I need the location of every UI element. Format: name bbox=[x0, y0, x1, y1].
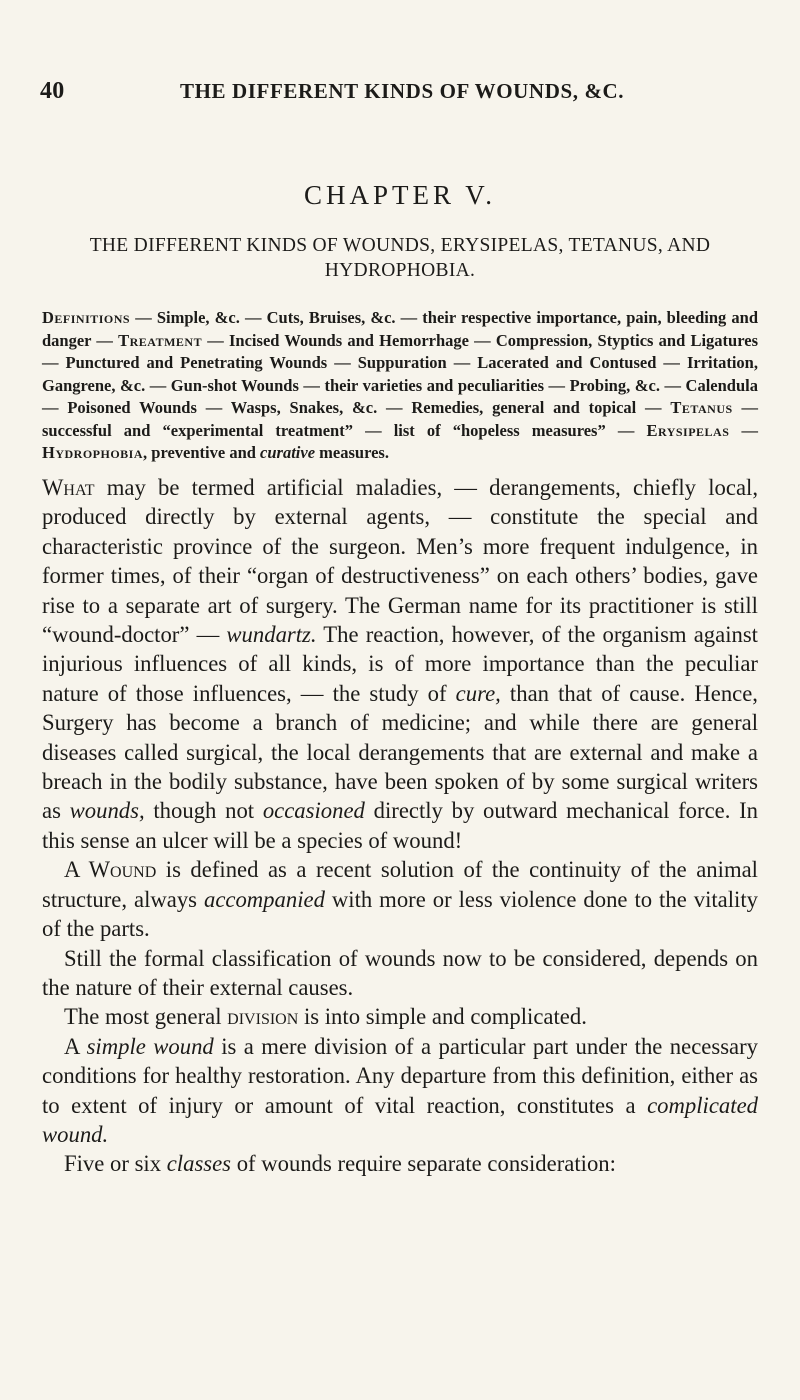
synopsis-text: — successful and “experimental treatment” — list of “hopeless measures” — bbox=[42, 398, 759, 440]
paragraph-text: directly by outward mechanical force. In this sense an ulcer will be a species of wound! bbox=[42, 798, 758, 853]
synopsis-hydrophobia: Hydrophobia bbox=[42, 443, 144, 462]
paragraph-5 bbox=[42, 1032, 758, 1150]
synopsis-tetanus: Tetanus bbox=[670, 398, 733, 417]
paragraph-text: A bbox=[64, 1033, 87, 1059]
italic-term: complicated wound. bbox=[42, 1092, 758, 1147]
italic-term: cure, bbox=[455, 680, 501, 706]
body-text bbox=[42, 473, 758, 1179]
synopsis-definitions: Definitions bbox=[42, 308, 131, 327]
paragraph-text: Five or six bbox=[64, 1151, 167, 1177]
paragraph-text: than that of cause. Hence, Surgery has become a branch of medicine; and while there are general diseases called surgical, the local derangements that are external and make a breach in the bodily substance, have been spoken of by some surgical writers as bbox=[42, 680, 758, 824]
chapter-title: CHAPTER V. bbox=[303, 180, 497, 210]
paragraph-text: may be termed artificial maladies, — derangements, chiefly local, produced directly by external agents, — constitute the special and characteristic province of the surgeon. Men’s more frequent indulgence, in former times, of their “organ of destructiveness” on each others’ bodies, gave rise to a separate art of surgery. The German name for its practitioner is still “wound-doctor” — bbox=[42, 475, 758, 648]
paragraph-text: of wounds require separate consideration: bbox=[231, 1151, 616, 1177]
italic-term: occasioned bbox=[262, 798, 365, 824]
synopsis-text: , preventive and bbox=[143, 443, 261, 462]
italic-term: wounds, bbox=[69, 798, 145, 824]
paragraph-text: The most general bbox=[64, 1004, 228, 1030]
running-title: THE DIFFERENT KINDS OF WOUNDS, &C. bbox=[180, 79, 625, 103]
running-head bbox=[40, 78, 760, 105]
synopsis-text: — Incised Wounds and Hemorrhage — Compression, Styptics and Ligatures — Punctured and Penetrating Wounds — Suppuration — Lacerated and Contused — Irritation, Gangrene, &c. — Gun-shot Wounds — their varieties and peculiarities — Probing, &c. — Calendula — Poisoned Wounds — Wasps, Snakes, &c. — Remedies, general and topical — bbox=[42, 330, 758, 417]
synopsis-erysipelas: Erysipelas bbox=[646, 420, 730, 440]
chapter-synopsis bbox=[42, 307, 758, 465]
paragraph-2 bbox=[42, 855, 758, 943]
page-number: 40 bbox=[40, 78, 65, 104]
chapter-subtitle: THE DIFFERENT KINDS OF WOUNDS, ERYSIPELAS, TETANUS, AND HYDROPHOBIA. bbox=[89, 235, 711, 281]
small-caps-term: Wound bbox=[88, 857, 157, 883]
paragraph-text: is into simple and complicated. bbox=[298, 1004, 587, 1030]
paragraph-text: is defined as a recent solution of the continuity of the animal structure, always bbox=[42, 857, 758, 912]
paragraph-1 bbox=[42, 473, 758, 855]
italic-term: accompanied bbox=[203, 886, 325, 912]
paragraph-text: though not bbox=[144, 798, 263, 824]
synopsis-italic: curative bbox=[260, 443, 316, 462]
paragraph-text: with more or less violence done to the vitality of the parts. bbox=[42, 886, 759, 942]
synopsis-text: — bbox=[729, 420, 759, 440]
paragraph-6 bbox=[42, 1149, 758, 1178]
italic-term: wundartz. bbox=[226, 622, 317, 648]
paragraph-text: The reaction, however, of the organism against injurious influences of all kinds, is of more importance than the peculiar nature of those influences, — the study of bbox=[42, 622, 758, 706]
paragraph-text: A bbox=[64, 857, 89, 883]
lead-word: What bbox=[42, 475, 95, 500]
synopsis-text: measures. bbox=[315, 443, 389, 462]
italic-term: simple wound bbox=[86, 1033, 214, 1059]
small-caps-term: division bbox=[227, 1004, 299, 1030]
italic-term: classes bbox=[166, 1151, 232, 1177]
paragraph-4 bbox=[42, 1002, 758, 1031]
synopsis-text: — Simple, &c. — Cuts, Bruises, &c. — their respective importance, pain, bleeding and danger — bbox=[42, 308, 758, 350]
synopsis-treatment: Treatment bbox=[118, 330, 203, 350]
paragraph-text: is a mere division of a particular part under the necessary conditions for healthy restoration. Any departure from this definition, either as to extent of injury or amount of vital reaction, constitutes a bbox=[42, 1033, 758, 1118]
paragraph-3: Still the formal classification of wounds now to be considered, depends on the nature of their external causes. bbox=[42, 945, 758, 1000]
